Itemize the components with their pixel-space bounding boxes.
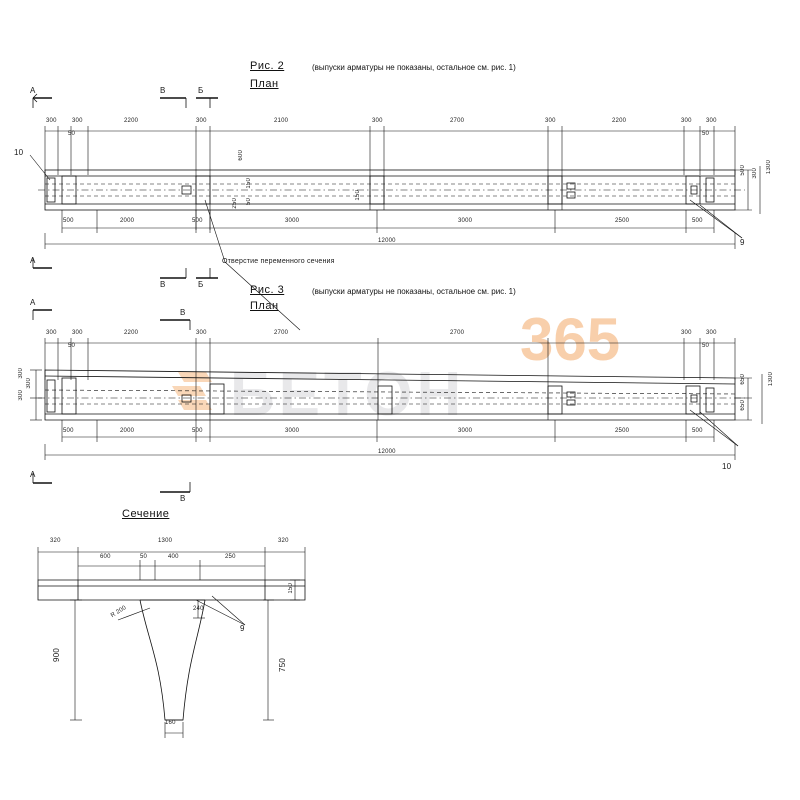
- figure3-dim-right-3: 1300: [768, 372, 774, 387]
- figure2-mark-v-bottom: B: [160, 280, 166, 289]
- figure2-dim-inner-600: 600: [238, 150, 244, 161]
- section-dim-top-1: 320: [50, 538, 61, 544]
- figure3-dim-bot-2: 2000: [120, 428, 135, 434]
- figure2-dim-right-3: 1300: [766, 160, 772, 175]
- figure3-callout-10: 10: [722, 462, 732, 471]
- figure3-mark-a-top: A: [30, 298, 36, 307]
- figure3-mark-v-bottom: B: [180, 494, 186, 503]
- figure2-title: Рис. 2: [250, 60, 285, 72]
- figure2-dim-top-small-1: 50: [68, 131, 76, 137]
- figure3-dim-right-1: 650: [740, 374, 746, 385]
- figure2-dim-inner-250: 250: [232, 198, 238, 209]
- figure3-dim-left-3: 300: [26, 378, 32, 389]
- figure3-mark-v-top: B: [180, 308, 186, 317]
- figure2-subtitle: План: [250, 78, 279, 90]
- figure2-dim-top-small-2: 50: [702, 131, 710, 137]
- figure3-dim-top-7: 300: [681, 330, 692, 336]
- figure3-dim-bot-1: 500: [63, 428, 74, 434]
- figure2-dim-inner-50: 50: [246, 198, 252, 206]
- figure3-dim-top-3: 2200: [124, 330, 139, 336]
- svg-text:БЕТОН: БЕТОН: [230, 360, 466, 429]
- section-dim-inner-3: 400: [168, 554, 179, 560]
- figure2-dim-inner-150: 150: [246, 178, 252, 189]
- figure2-mark-v-top: B: [160, 86, 166, 95]
- section-dim-inner-1: 600: [100, 554, 111, 560]
- figure3-dim-bot-6: 2500: [615, 428, 630, 434]
- section-callout-r200: R 200: [110, 604, 128, 620]
- section-dim-inner-4: 250: [225, 554, 236, 560]
- figure3-dim-overall: 12000: [378, 449, 396, 455]
- section-dim-top-3: 320: [278, 538, 289, 544]
- figure3-mark-a-bottom: A: [30, 470, 36, 479]
- figure2-dim-top-11: 300: [706, 118, 717, 124]
- figure3-dim-left-2: 300: [18, 390, 24, 401]
- section-callout-9: 9: [240, 624, 245, 633]
- figure3-dim-left-1: 300: [18, 368, 24, 379]
- figure3-dim-bot-7: 500: [692, 428, 703, 434]
- figure2-dim-top-3: 2200: [124, 118, 139, 124]
- figure3-dim-top-4: 300: [196, 330, 207, 336]
- figure3-dim-top-2: 300: [72, 330, 83, 336]
- figure2-dim-top-7: 2700: [450, 118, 465, 124]
- figure2-dim-top-4: 300: [196, 118, 207, 124]
- section-dim-top-2: 1300: [158, 538, 173, 544]
- section-dim-bottom: 160: [165, 720, 176, 726]
- figure3-dim-top-8: 300: [706, 330, 717, 336]
- figure3-note: (выпуски арматуры не показаны, остальное см. рис. 1): [312, 287, 516, 296]
- figure3-dim-top-small-2: 50: [702, 343, 710, 349]
- figure2-dim-bot-6: 2500: [615, 218, 630, 224]
- figure2-mark-b-bottom: Б: [198, 280, 204, 289]
- figure2-callout-10: 10: [14, 148, 24, 157]
- figure2-dim-bot-1: 500: [63, 218, 74, 224]
- figure2-callout-9: 9: [740, 238, 745, 247]
- figure2-dim-top-8: 300: [545, 118, 556, 124]
- section-title: Сечение: [122, 508, 170, 520]
- figure2-mark-b-top: Б: [198, 86, 204, 95]
- section-dim-left: 900: [52, 648, 61, 662]
- svg-text:365: 365: [520, 306, 621, 373]
- figure3-dim-top-1: 300: [46, 330, 57, 336]
- section-dim-flange-150: 150: [288, 583, 294, 594]
- figure2-dim-bot-7: 500: [692, 218, 703, 224]
- figure3-dim-right-2: 650: [740, 400, 746, 411]
- section-dim-right: 750: [278, 658, 287, 672]
- figure2-dim-top-6: 300: [372, 118, 383, 124]
- figure3-dim-top-6: 2700: [450, 330, 465, 336]
- figure3-dim-bot-5: 3000: [458, 428, 473, 434]
- figure2-dim-bot-2: 2000: [120, 218, 135, 224]
- figure3-title: Рис. 3: [250, 284, 285, 296]
- figure2-dim-top-9: 2200: [612, 118, 627, 124]
- figure2-dim-bot-3: 500: [192, 218, 203, 224]
- figure2-dim-inner-150b: 150: [355, 190, 361, 201]
- figure3-dim-top-5: 2700: [274, 330, 289, 336]
- figure2-dim-bot-4: 3000: [285, 218, 300, 224]
- figure2-dim-bot-5: 3000: [458, 218, 473, 224]
- figure2-mark-a-top: A: [30, 86, 36, 95]
- figure2-dim-top-1: 300: [46, 118, 57, 124]
- section-dim-inner-2: 50: [140, 554, 148, 560]
- figure3-dim-bot-3: 500: [192, 428, 203, 434]
- figure2-dim-overall: 12000: [378, 238, 396, 244]
- figure2-dim-top-10: 300: [681, 118, 692, 124]
- figure3-dim-top-small-1: 50: [68, 343, 76, 349]
- figure2-dim-top-2: 300: [72, 118, 83, 124]
- figure2-dim-right-1: 500: [740, 165, 746, 176]
- figure2-dim-right-2: 300: [752, 168, 758, 179]
- figure2-note: (выпуски арматуры не показаны, остальное см. рис. 1): [312, 63, 516, 72]
- figure3-dim-bot-4: 3000: [285, 428, 300, 434]
- figure2-dim-top-5: 2100: [274, 118, 289, 124]
- section-dim-flange-240: 240: [193, 606, 204, 612]
- figure3-subtitle: План: [250, 300, 279, 312]
- figure2-mark-a-bottom: A: [30, 256, 36, 265]
- figure2-bottom-note: Отверстие переменного сечения: [222, 258, 335, 265]
